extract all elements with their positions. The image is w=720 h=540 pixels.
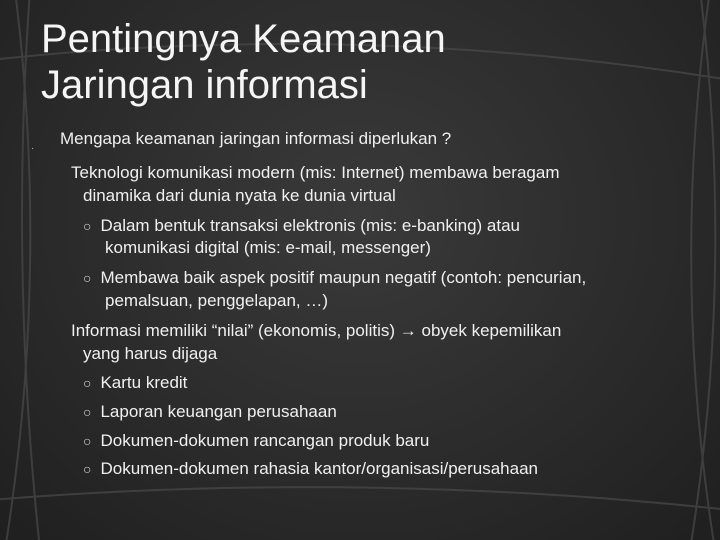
right-arrow-icon: →	[399, 321, 417, 340]
point1-sub2-line2: pemalsuan, penggelapan, …)	[105, 291, 329, 310]
point2-sub2	[83, 401, 337, 423]
point2-sub3	[83, 430, 429, 452]
point2-sub4-text: Dokumen-dokumen rahasia kantor/organisasi/perusahaan	[100, 459, 539, 478]
circle-bullet-icon: ○	[83, 218, 92, 234]
circle-bullet-icon: ○	[83, 433, 92, 449]
point1-line1-text: Teknologi komunikasi modern (mis: Internet) membawa beragam	[71, 163, 560, 182]
point1-line2: dinamika dari dunia nyata ke dunia virtual	[83, 186, 396, 205]
point1-sub2-line1-text: Membawa baik aspek positif maupun negatif (contoh: pencurian,	[100, 268, 587, 287]
point1-sub1-line1	[83, 215, 520, 237]
title-line-2: Jaringan informasi	[41, 63, 368, 107]
point1-sub1-line2: komunikasi digital (mis: e-mail, messenger)	[105, 238, 431, 257]
circle-bullet-icon: ○	[83, 270, 92, 286]
point2-line1-text-a: Informasi memiliki “nilai” (ekonomis, politis)	[71, 321, 396, 340]
point1-sub2-line1	[83, 267, 586, 289]
point2-sub1	[83, 372, 187, 394]
point2-sub4	[83, 458, 538, 480]
level1-bullet-icon: ·	[31, 143, 35, 154]
slide-title	[41, 16, 681, 108]
point2-sub3-text: Dokumen-dokumen rancangan produk baru	[100, 431, 430, 450]
circle-bullet-icon: ○	[83, 375, 92, 391]
circle-bullet-icon: ○	[83, 461, 92, 477]
question-text: Mengapa keamanan jaringan informasi diperlukan ?	[60, 129, 452, 148]
circle-bullet-icon: ○	[83, 404, 92, 420]
point1-sub1-line1-text: Dalam bentuk transaksi elektronis (mis: e-banking) atau	[100, 216, 520, 235]
point2-line1-text-b: obyek kepemilikan	[421, 321, 562, 340]
point2-line1	[68, 320, 561, 341]
title-line-1: Pentingnya Keamanan	[41, 17, 446, 61]
point2-line2: yang harus dijaga	[83, 344, 218, 363]
point2-sub1-text: Kartu kredit	[100, 373, 188, 392]
point1-line1	[68, 162, 559, 183]
point2-sub2-text: Laporan keuangan perusahaan	[100, 402, 337, 421]
